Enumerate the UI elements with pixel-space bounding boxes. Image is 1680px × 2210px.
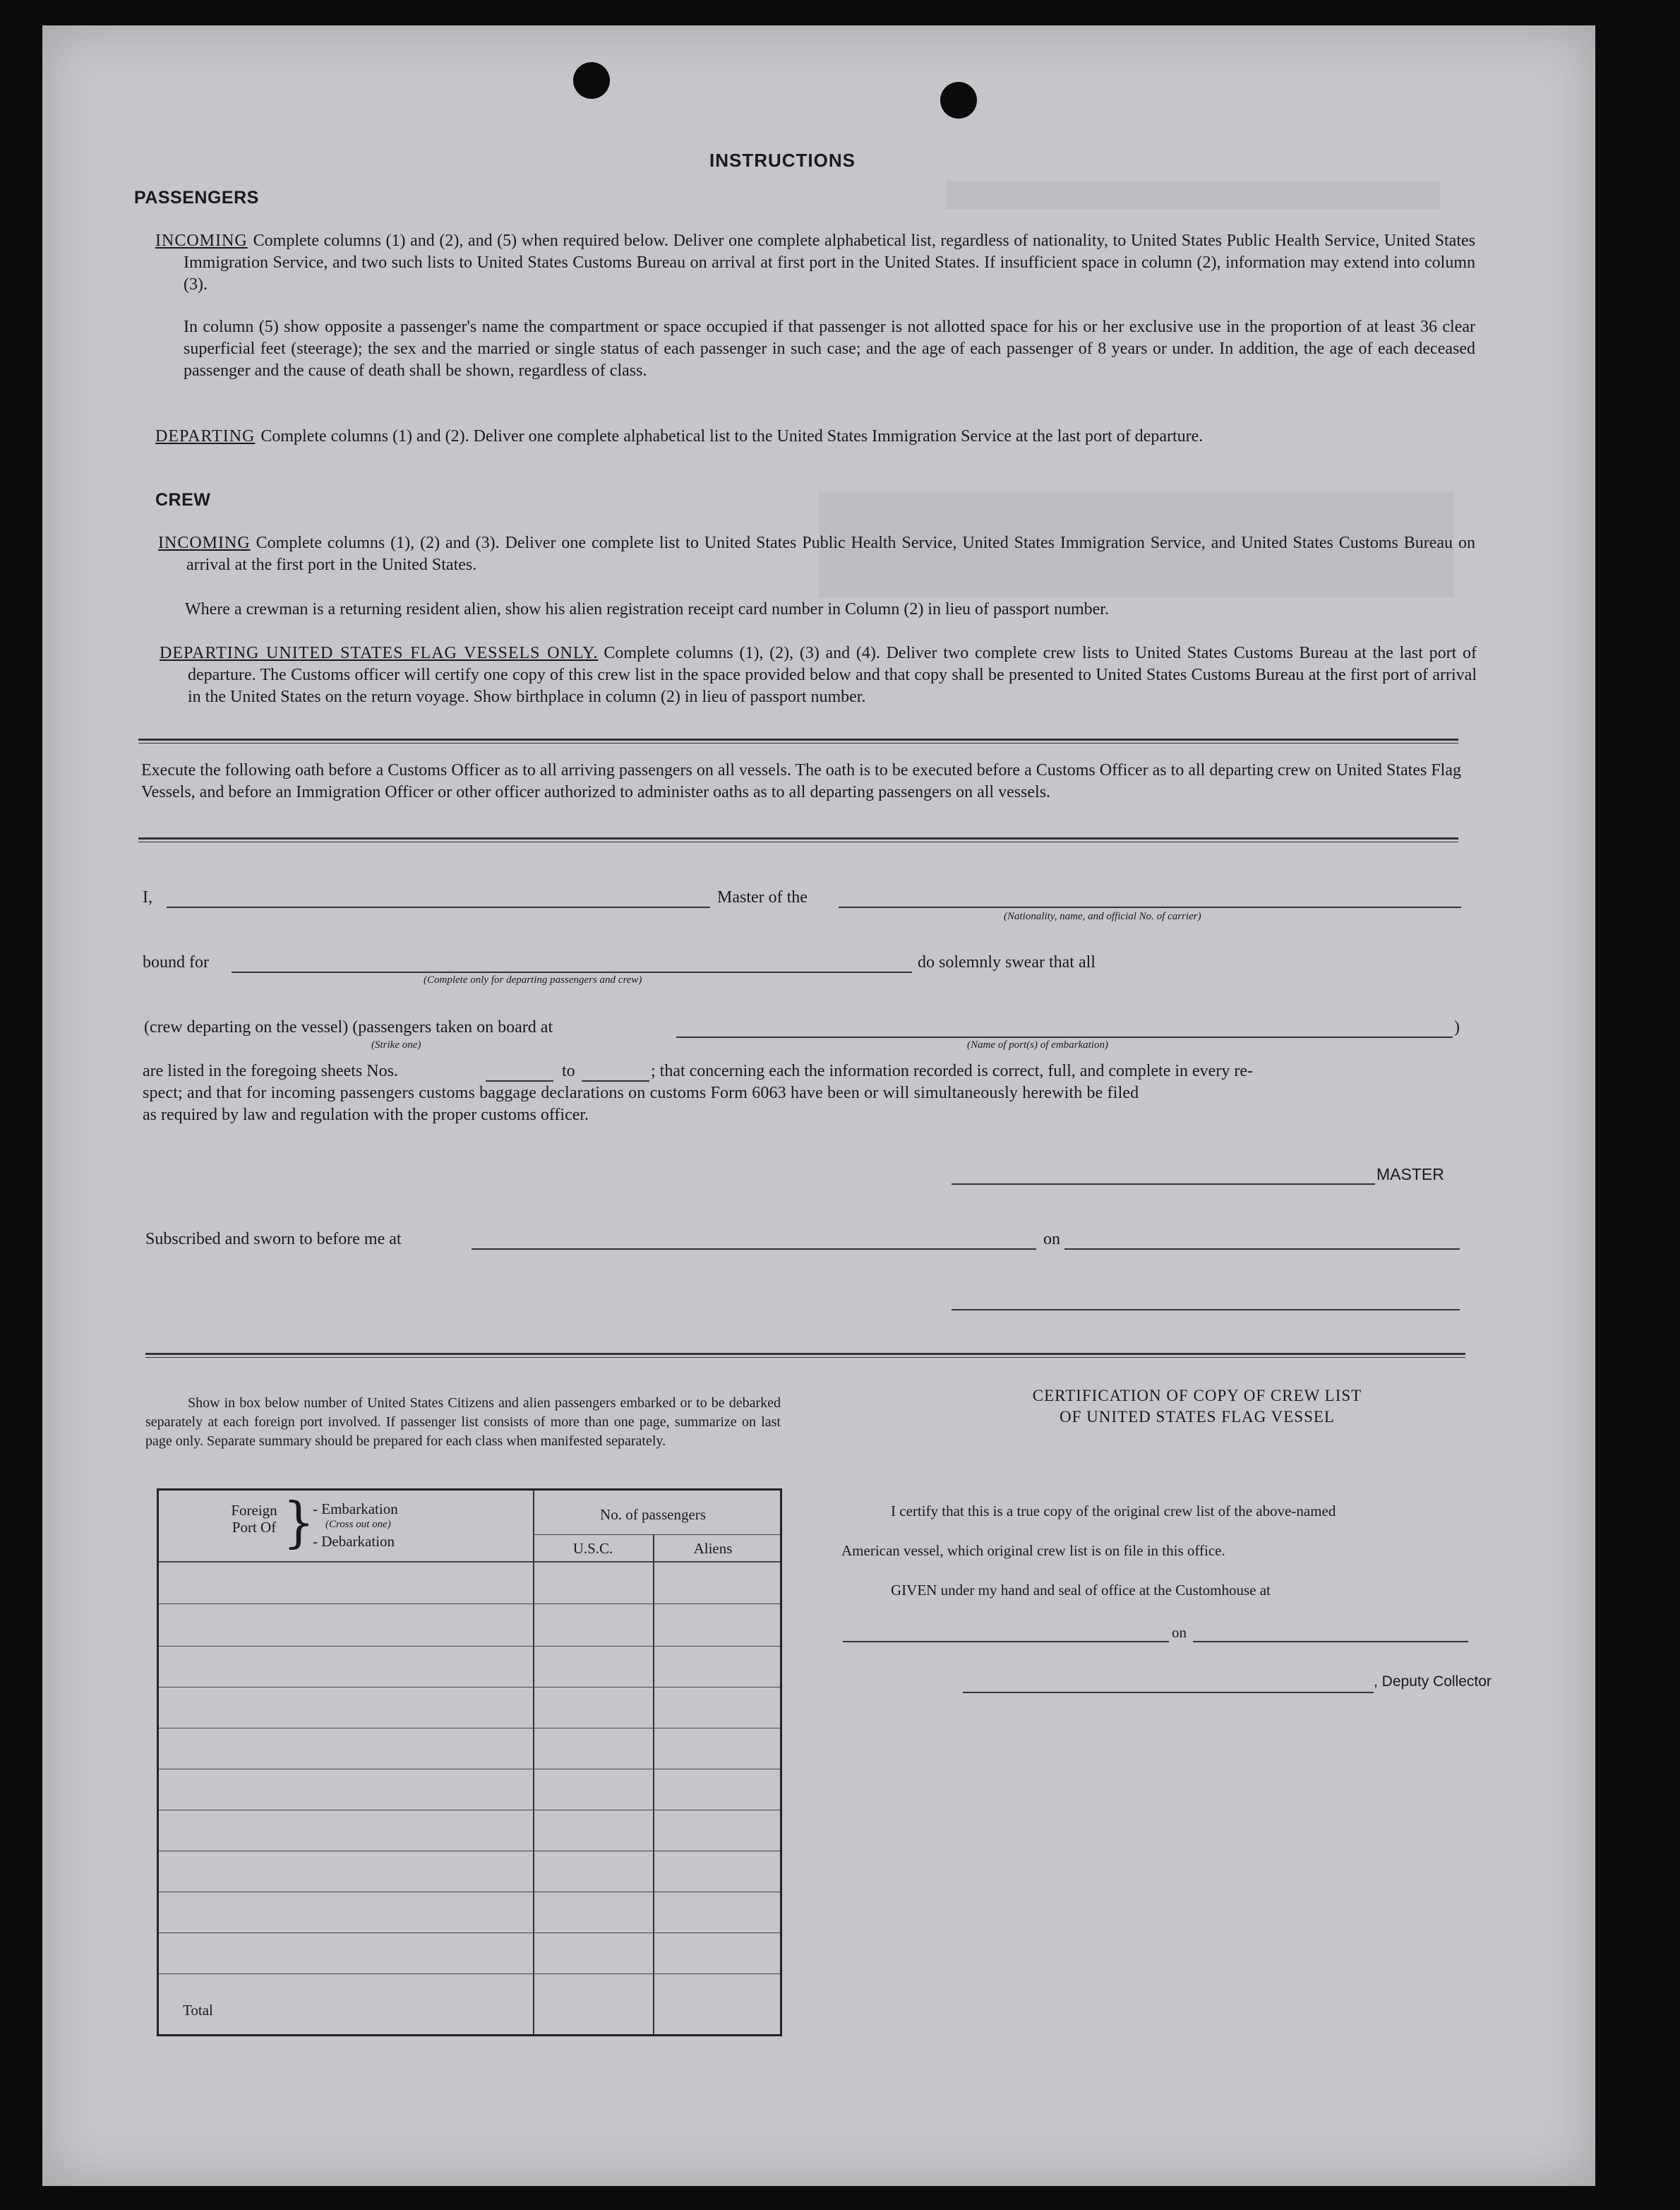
brace-glyph: } [283,1490,315,1555]
crew-departing-text: Complete columns (1), (2), (3) and (4). Deliver two complete crew lists to United States Customs Bureau at the last port of departure. The Customs officer will certify one copy of this crew list in the space provided below and that copy shall be presented to United States Customs Bureau at the first port of arrival in the United States on the return voyage. Show birthplace in column (2) in lieu of passport number. [188,644,1477,706]
crew-heading: CREW [155,490,211,510]
total-label: Total [183,2002,213,2019]
summary-note [145,1394,781,1451]
certification-heading-line2: OF UNITED STATES FLAG VESSEL [1060,1408,1335,1426]
passengers-incoming-label: INCOMING [155,232,248,250]
listed-to-label: to [562,1062,575,1080]
passengers-departing-text: Complete columns (1) and (2). Deliver one complete alphabetical list to the United States Immigration Service at the last port of departure. [260,427,1204,446]
certification-heading-line1: CERTIFICATION OF COPY OF CREW LIST [1032,1387,1362,1404]
table-row [159,1687,780,1688]
certify-text-2: American vessel, which original crew list is on file in this office. [841,1542,1225,1559]
aliens-header: Aliens [693,1540,733,1557]
passengers-incoming-text: Complete columns (1) and (2), and (5) when required below. Deliver one complete alphabetical list, regardless of nationality, to United States Public Health Service, United States Immigration Service, and two such lists to United States Customs Bureau on arrival at first port in the United States. If insufficient space in column (2), information may extend into column (3). [184,232,1475,294]
usc-header: U.S.C. [572,1540,613,1557]
document-page [42,25,1595,2186]
sheet-from-field[interactable] [486,1080,553,1082]
passenger-summary-table [157,1488,782,2036]
cross-out-hint: (Cross out one) [325,1519,391,1530]
bound-for-field[interactable] [232,972,912,973]
punch-hole-right [940,82,977,119]
port-hint: (Name of port(s) of embarkation) [967,1039,1108,1051]
column5-paragraph [184,316,1475,382]
officer-signature-field[interactable] [952,1309,1460,1310]
crew-departing-paragraph [160,643,1477,708]
listed-label: are listed in the foregoing sheets Nos. [143,1062,398,1080]
passengers-departing-paragraph [155,426,1475,448]
certification-date-field[interactable] [1193,1641,1468,1642]
crew-incoming-paragraph [158,532,1475,576]
certify-text-1: I certify that this is a true copy of the original crew list of the above-named [891,1503,1336,1519]
listed-text-d: as required by law and regulation with the proper customs officer. [143,1106,589,1124]
carrier-hint: (Nationality, name, and official No. of carrier) [1004,911,1201,922]
no-passengers-header: No. of passengers [600,1506,706,1523]
master-signature-label: MASTER [1376,1165,1444,1183]
passengers-departing-label: DEPARTING [155,427,256,446]
oath-i-label: I, [143,888,152,907]
column-divider [653,1534,654,2034]
deputy-collector-label: , Deputy Collector [1374,1673,1492,1690]
certification-on-label: on [1172,1624,1187,1641]
customhouse-field[interactable] [843,1641,1169,1642]
subscribed-date-field[interactable] [1064,1248,1460,1250]
oath-intro [141,760,1461,804]
listed-text-b: ; that concerning each the information recorded is correct, full, and complete in every re- [651,1062,1253,1080]
column5-text: In column (5) show opposite a passenger's name the compartment or space occupied if that passenger is not allotted space for his or her exclusive use in the proportion of at least 36 clear superficial feet (steerage); the sex and the married or single status of each passenger in such case; and the age of each passenger of 8 years or under. In addition, the age of each deceased passenger and the cause of death shall be shown, regardless of class. [184,318,1475,380]
punch-hole-left [573,62,610,99]
passengers-incoming-paragraph [155,230,1475,296]
bound-for-hint: (Complete only for departing passengers and crew) [424,974,642,986]
foreign-port-label: Foreign Port Of [231,1502,277,1536]
divider-rule [138,739,1458,743]
header-divider [533,1534,780,1535]
summary-note-text: Show in box below number of United States Citizens and alien passengers embarked or to be debarked separately at each foreign port involved. If passenger list consists of more than one page, summarize on last page only. Separate summary should be prepared for each class when manifested separately. [145,1395,781,1449]
table-row [159,1603,780,1604]
crew-departing-label: DEPARTING UNITED STATES FLAG VESSELS ONLY. [160,644,599,662]
column-divider [533,1491,534,2034]
subscribed-on-label: on [1043,1230,1060,1248]
subscribed-place-field[interactable] [472,1248,1036,1250]
strike-one-hint: (Strike one) [371,1039,421,1051]
subscribed-label: Subscribed and sworn to before me at [145,1230,402,1248]
debarkation-option[interactable]: - Debarkation [313,1533,395,1550]
header-bottom-rule [159,1561,780,1563]
divider-rule [145,1353,1465,1358]
crew-departing-label: (crew departing on the vessel) (passengers taken on board at [144,1018,553,1037]
embarkation-port-field[interactable] [676,1037,1453,1038]
sheet-to-field[interactable] [582,1080,649,1082]
carrier-field[interactable] [839,907,1461,908]
table-row [159,1973,780,1974]
crew-resident-paragraph [185,599,1477,621]
crew-incoming-label: INCOMING [158,534,251,552]
oath-intro-text: Execute the following oath before a Customs Officer as to all arriving passengers on all vessels. The oath is to be executed before a Customs Officer as to all departing crew on United States Flag Vessels, and before an Immigration Officer or other officer authorized to administer oaths as to all departing passengers on all vessels. [141,761,1461,801]
passengers-heading: PASSENGERS [134,188,259,208]
master-name-field[interactable] [167,907,710,908]
given-text: GIVEN under my hand and seal of office at the Customhouse at [891,1582,1271,1599]
deputy-collector-signature-field[interactable] [963,1692,1374,1693]
embarkation-option[interactable]: - Embarkation [313,1500,398,1517]
crew-incoming-text: Complete columns (1), (2) and (3). Deliver one complete list to United States Public Health Service, United States Immigration Service, and United States Customs Bureau on arrival at the first port in the United States. [186,534,1475,574]
listed-text-c: spect; and that for incoming passengers customs baggage declarations on customs Form 6063 have been or will simultaneously herewith be filed [143,1084,1139,1102]
page-title: INSTRUCTIONS [709,150,856,171]
close-paren: ) [1454,1018,1460,1037]
master-of-label: Master of the [717,888,808,907]
divider-rule [138,837,1458,842]
bound-for-label: bound for [143,953,209,972]
certification-heading [844,1385,1550,1428]
crew-resident-text: Where a crewman is a returning resident alien, show his alien registration receipt card number in Column (2) in lieu of passport number. [185,600,1109,619]
master-signature-field[interactable] [952,1183,1375,1185]
swear-label: do solemnly swear that all [918,953,1096,972]
bleed-through-shadow [946,181,1440,209]
table-row [159,1646,780,1647]
